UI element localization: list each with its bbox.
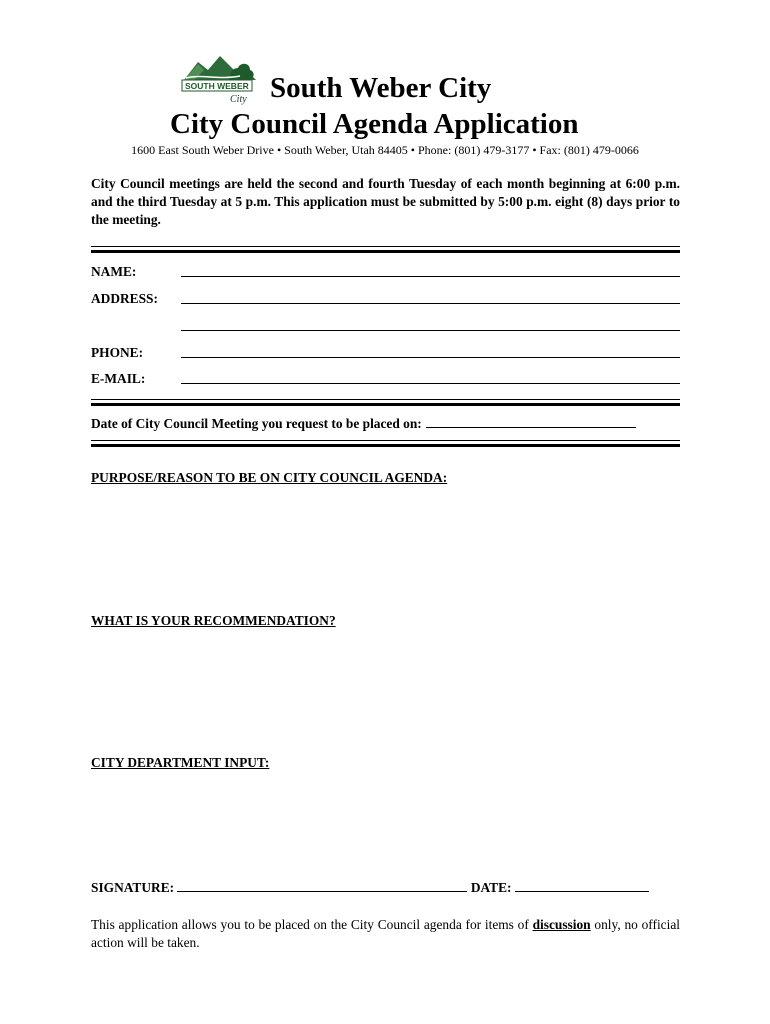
divider [91,440,680,447]
phone-label: PHONE: [91,345,144,360]
logo-text: SOUTH WEBER [185,81,249,91]
meeting-info-paragraph: City Council meetings are held the second and fourth Tuesday of each month beginning at 6:00 p.m. and the third Tuesday at 5 p.m. This application must be submitted by 5:00 p.m. eight (8) days prior to the meeting. [91,176,680,227]
south-weber-city-logo [180,50,258,106]
signature-field[interactable] [177,879,467,892]
address-field-line2[interactable] [181,330,680,331]
meeting-date-field[interactable] [426,415,636,428]
page-title: City Council Agenda Application [170,108,579,140]
divider [91,399,680,406]
email-label: E-MAIL: [91,371,146,386]
date-field[interactable] [515,879,649,892]
email-field[interactable] [181,383,680,384]
signature-row [91,879,649,896]
name-label: NAME: [91,264,137,279]
footer-emphasis: discussion [532,917,591,932]
divider [91,246,680,253]
logo-script-text: City [230,94,247,105]
name-field[interactable] [181,276,680,277]
meeting-date-request [91,415,680,432]
meeting-date-label: Date of City Council Meeting you request to be placed on: [91,416,422,431]
address-field-line1[interactable] [181,303,680,304]
signature-label: SIGNATURE: [91,880,175,895]
title-city-name: South Weber City [270,72,492,104]
phone-field[interactable] [181,357,680,358]
purpose-section-heading: PURPOSE/REASON TO BE ON CITY COUNCIL AGENDA: [91,470,448,485]
date-label: DATE: [470,880,512,895]
address-label: ADDRESS: [91,291,158,306]
footer-text-end: only, no official action will be taken. [91,917,681,950]
contact-address: 1600 East South Weber Drive • South Weber, Utah 84405 • Phone: (801) 479-3177 • Fax: (801) 479-0066 [131,143,639,157]
footer-note [91,916,680,952]
footer-text: This application allows you to be placed on the City Council agenda for items of [91,917,529,932]
recommendation-section-heading: WHAT IS YOUR RECOMMENDATION? [91,613,336,628]
department-input-section-heading: CITY DEPARTMENT INPUT: [91,755,270,770]
